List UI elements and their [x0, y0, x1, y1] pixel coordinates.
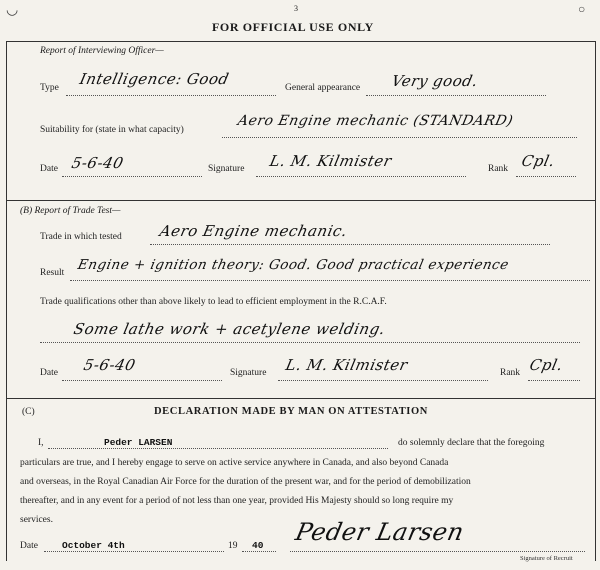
date-label-b: Date — [40, 368, 58, 378]
declaration-line-2: particulars are true, and I hereby engage to serve on active service anywhere in Canada, and also beyond Canada — [20, 458, 449, 468]
suitability-value: Aero Engine mechanic (STANDARD) — [236, 113, 515, 129]
result-label: Result — [40, 268, 65, 278]
declaration-line-5: services. — [20, 515, 53, 525]
declaration-line-1: do solemnly declare that the foregoing — [398, 438, 545, 448]
declaration-name: Peder LARSEN — [104, 437, 173, 448]
result-value: Engine + ignition theory: Good. Good practical experience — [76, 257, 511, 273]
appearance-value: Very good. — [390, 72, 480, 90]
date-line-b — [62, 380, 222, 381]
other-qualifications-value: Some lathe work + acetylene welding. — [72, 320, 388, 338]
declaration-i-label: I, — [38, 438, 44, 448]
recruit-signature: Peder Larsen — [293, 518, 467, 546]
right-margin-rule — [595, 41, 596, 561]
trade-label: Trade in which tested — [40, 232, 122, 242]
section-a-bottom-rule — [6, 200, 596, 201]
left-margin-rule — [6, 41, 7, 561]
rank-label-a: Rank — [488, 164, 509, 174]
year-value: 40 — [252, 540, 264, 551]
signature-label-b: Signature — [230, 368, 267, 378]
section-b-heading: (B) Report of Trade Test— — [20, 206, 121, 216]
type-value: Intelligence: Good — [78, 70, 231, 88]
page-number: 3 — [294, 4, 298, 13]
section-a-heading: Report of Interviewing Officer— — [40, 46, 164, 56]
top-rule — [6, 41, 596, 42]
section-c-label: (C) — [22, 407, 35, 417]
type-line — [66, 95, 276, 96]
section-c-heading: DECLARATION MADE BY MAN ON ATTESTATION — [154, 406, 428, 417]
appearance-label: General appearance — [285, 83, 361, 93]
declaration-line-3: and overseas, in the Royal Canadian Air Force for the duration of the present war, and for the period of demobilization — [20, 477, 471, 487]
appearance-line — [366, 95, 546, 96]
type-label: Type — [40, 83, 59, 93]
date-label-a: Date — [40, 164, 58, 174]
header-title: FOR OFFICIAL USE ONLY — [212, 20, 374, 34]
date-line-a — [62, 176, 202, 177]
date-value-c: October 4th — [62, 540, 125, 551]
scan-mark-right: ○ — [578, 2, 586, 16]
declaration-line-4: thereafter, and in any event for a period of not less than one year, provided His Majesty should so long require my — [20, 496, 454, 506]
date-label-c: Date — [20, 541, 38, 551]
date-value-a: 5-6-40 — [70, 154, 126, 172]
scan-mark-left: ◡ — [6, 3, 19, 18]
date-value-b: 5-6-40 — [82, 356, 138, 374]
date-line-c — [44, 551, 224, 552]
year-line — [242, 551, 276, 552]
suitability-line — [222, 137, 577, 138]
rank-line-a — [516, 176, 576, 177]
signature-label-a: Signature — [208, 164, 245, 174]
rank-label-b: Rank — [500, 368, 521, 378]
other-qualifications-label: Trade qualifications other than above likely to lead to efficient employment in the R.C.A.F. — [40, 297, 387, 307]
signature-value-a: L. M. Kilmister — [268, 152, 394, 170]
rank-value-b: Cpl. — [528, 356, 565, 374]
rank-line-b — [528, 380, 580, 381]
trade-value: Aero Engine mechanic. — [158, 222, 350, 240]
result-line — [70, 280, 590, 281]
recruit-signature-caption: Signature of Recruit — [520, 555, 573, 562]
year-prefix: 19 — [228, 541, 238, 551]
suitability-label: Suitability for (state in what capacity) — [40, 125, 184, 135]
section-b-bottom-rule — [6, 398, 596, 399]
signature-line-a — [256, 176, 466, 177]
trade-line — [150, 244, 550, 245]
recruit-signature-line — [290, 551, 585, 552]
signature-line-b — [278, 380, 488, 381]
other-qualifications-line — [40, 342, 580, 343]
signature-value-b: L. M. Kilmister — [284, 356, 410, 374]
rank-value-a: Cpl. — [520, 152, 557, 170]
declaration-name-line — [48, 448, 388, 449]
